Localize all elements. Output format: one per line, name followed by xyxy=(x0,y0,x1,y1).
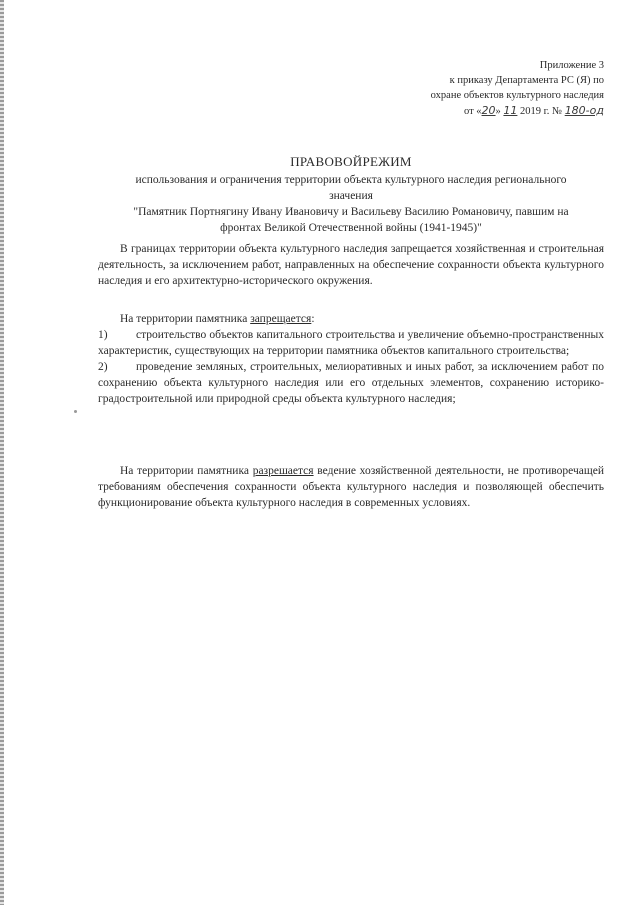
appendix-line-3: охране объектов культурного наследия xyxy=(430,90,604,101)
allowed-paragraph xyxy=(98,463,604,511)
prohibited-intro-suffix: : xyxy=(311,313,315,325)
document-subtitle xyxy=(98,172,604,236)
allowed-suffix: ведение хозяйственной деятельности, не противоречащей требованиям обеспечения сохранности объекта культурного наследия и позволяющей обеспечить функционирование объекта культурного наследия в современных условиях. xyxy=(98,465,604,509)
allowed-prefix: На территории памятника xyxy=(120,465,253,477)
prohibited-section xyxy=(98,311,604,407)
prohibited-intro-prefix: На территории памятника xyxy=(120,313,251,325)
date-day: 20 xyxy=(481,104,496,117)
subtitle-line-4: фронтах Великой Отечественной войны (1941-1945)" xyxy=(220,222,482,234)
date-prefix: от « xyxy=(463,106,482,117)
document-title: ПРАВОВОЙРЕЖИМ xyxy=(290,154,412,169)
date-number: 180-од xyxy=(564,104,604,117)
appendix-header xyxy=(372,58,604,119)
appendix-line-1: Приложение 3 xyxy=(539,60,604,71)
prohibited-item xyxy=(98,327,604,359)
subtitle-line-2: значения xyxy=(329,190,373,202)
appendix-date-line xyxy=(372,103,604,119)
item-number: 2) xyxy=(98,361,108,373)
prohibited-keyword: запрещается xyxy=(250,313,312,325)
paragraph-boundaries xyxy=(98,241,604,289)
date-month: 11 xyxy=(503,104,518,117)
scan-edge xyxy=(0,0,4,905)
subtitle-line-3: "Памятник Портнягину Ивану Ивановичу и Васильеву Василию Романовичу, павшим на xyxy=(133,206,569,218)
item-text: проведение земляных, строительных, мелиоративных и иных работ, за исключением работ по сохранению объекта культурного наследия или его отдельных элементов, сохранению историко-градостроительной или природной среды объекта культурного наследия; xyxy=(98,361,604,405)
paragraph-1-text: В границах территории объекта культурного наследия запрещается хозяйственная и строительная деятельность, за исключением работ, направленных на обеспечение сохранности объекта культурного наследия и его архитектурно-исторического окружения. xyxy=(98,243,604,287)
allowed-section xyxy=(98,463,604,511)
prohibited-intro xyxy=(98,311,604,327)
item-text: строительство объектов капитального строительства и увеличение объемно-пространственных характеристик, существующих на территории памятника объектов капитального строительства; xyxy=(98,329,604,357)
subtitle-line-1: использования и ограничения территории объекта культурного наследия регионального xyxy=(135,174,567,186)
date-year: 2019 г. № xyxy=(520,106,563,117)
date-mid: » xyxy=(495,106,501,117)
appendix-line-2: к приказу Департамента РС (Я) по xyxy=(449,75,604,86)
item-number: 1) xyxy=(98,329,108,341)
allowed-keyword: разрешается xyxy=(252,465,314,477)
scan-speck xyxy=(74,410,77,413)
prohibited-item xyxy=(98,359,604,407)
